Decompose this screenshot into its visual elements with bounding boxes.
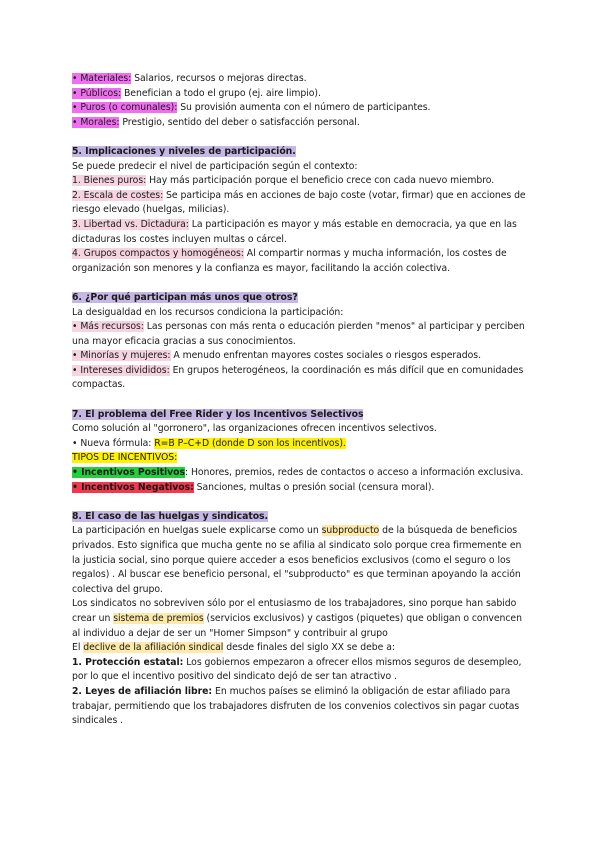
item-label: 2. Escala de costes: bbox=[72, 189, 164, 201]
paragraph bbox=[72, 641, 532, 656]
item-label: 1. Bienes puros: bbox=[72, 175, 147, 187]
item-text: Las personas con más renta o educación pierden "menos" al participar y perciben una mayor eficacia gracias a sus conocimientos. bbox=[72, 321, 525, 347]
section-heading bbox=[72, 145, 532, 160]
item-text: A menudo enfrentan mayores costes sociales o riesgos esperados. bbox=[170, 350, 481, 362]
item-label: • Intereses divididos: bbox=[72, 364, 170, 376]
paragraph-text: (servicios exclusivos) y castigos (piquetes) que obligan o convencen al individuo a dejar de ser un "Homer Simpson" y contribuir al grupo bbox=[72, 612, 522, 639]
item-text: Sanciones, multas o presión social (censura moral). bbox=[193, 481, 435, 493]
highlight: subproducto bbox=[321, 525, 380, 537]
section-heading bbox=[72, 408, 532, 423]
item-label: • Minorías y mujeres: bbox=[72, 350, 171, 362]
item-text: Se participa más en acciones de bajo coste (votar, firmar) que en acciones de riesgo elevado (huelgas, milicias). bbox=[72, 189, 526, 216]
section-intro: Como solución al "gorronero", las organizaciones ofrecen incentivos selectivos. bbox=[72, 423, 437, 435]
item-label: 1. Protección estatal: bbox=[72, 656, 184, 668]
list-item bbox=[72, 87, 532, 102]
list-item bbox=[72, 116, 532, 131]
item-text: En muchos países se eliminó la obligación de estar afiliado para trabajar, permitiendo que los trabajadores disfruten de los convenios colectivos sin pagar cuotas sindicales . bbox=[72, 685, 520, 727]
section-heading bbox=[72, 291, 532, 306]
heading-text: 6. ¿Por qué participan más unos que otros? bbox=[72, 291, 298, 303]
section-intro: La desigualdad en los recursos condiciona la participación: bbox=[72, 306, 344, 318]
list-item bbox=[72, 247, 532, 276]
item-label: 4. Grupos compactos y homogéneos: bbox=[72, 248, 244, 260]
highlight: sistema de premios bbox=[113, 612, 204, 624]
list-item bbox=[72, 364, 532, 393]
item-label: • Públicos: bbox=[72, 87, 122, 99]
paragraph bbox=[72, 524, 532, 597]
item-text: Los gobiernos empezaron a ofrecer ellos mismos seguros de desempleo, por lo que el incentivo positivo del sindicato dejó de ser tan atractivo . bbox=[72, 656, 522, 683]
paragraph-text: La participación en huelgas suele explicarse como un bbox=[72, 525, 322, 537]
heading-text: 7. El problema del Free Rider y los Incentivos Selectivos bbox=[72, 408, 364, 420]
item-text: Hay más participación porque el beneficio crece con cada nuevo miembro. bbox=[146, 175, 495, 187]
formula-prefix: • Nueva fórmula: bbox=[72, 437, 155, 449]
item-text: Al compartir normas y mucha información, los costes de organización son menores y la confianza es mayor, facilitando la acción colectiva. bbox=[72, 248, 507, 274]
item-text: En grupos heterogéneos, la coordinación es más difícil que en comunidades compactas. bbox=[72, 364, 524, 391]
paragraph-text: de la búsqueda de beneficios privados. Esto significa que mucha gente no se afilia al sindicato solo porque crea firmemente en la justicia social, sino porque quiere acceder a esos beneficios exclusivos (como el seguro o los regalos) . Al buscar ese beneficio personal, el "subproducto" es que terminan apoyando la acción colectiva del grupo. bbox=[72, 525, 522, 595]
paragraph-text: Los sindicatos no sobreviven sólo por el entusiasmo de los trabajadores, sino porque han sabido crear un bbox=[72, 598, 517, 624]
section-intro: Se puede predecir el nivel de participación según el contexto: bbox=[72, 160, 358, 172]
list-item bbox=[72, 218, 532, 247]
item-text: Benefician a todo el grupo (ej. aire limpio). bbox=[121, 87, 321, 99]
formula-text: R=B P–C+D (donde D son los incentivos). bbox=[154, 437, 346, 449]
item-label: • Materiales: bbox=[72, 73, 132, 84]
paragraph-text: desde finales del siglo XX se debe a: bbox=[223, 642, 395, 654]
list-item bbox=[72, 685, 532, 729]
list-item bbox=[72, 174, 532, 189]
list-item bbox=[72, 656, 532, 685]
item-label: 3. Libertad vs. Dictadura: bbox=[72, 218, 189, 230]
item-text: : Honores, premios, redes de contactos o acceso a información exclusiva. bbox=[184, 467, 524, 479]
item-label: • Más recursos: bbox=[72, 321, 144, 333]
negative-incentives-label: • Incentivos Negativos: bbox=[72, 481, 194, 493]
item-label: 2. Leyes de afiliación libre: bbox=[72, 685, 213, 697]
list-item bbox=[72, 481, 532, 496]
list-item bbox=[72, 72, 532, 87]
heading-text: 5. Implicaciones y niveles de participación. bbox=[72, 145, 296, 157]
item-label: • Puros (o comunales): bbox=[72, 102, 178, 114]
paragraph bbox=[72, 597, 532, 641]
document-body bbox=[72, 72, 532, 729]
types-label bbox=[72, 451, 532, 466]
heading-text: 8. El caso de las huelgas y sindicatos. bbox=[72, 510, 269, 522]
positive-incentives-label: • Incentivos Positivos bbox=[72, 467, 185, 479]
list-item bbox=[72, 320, 532, 349]
list-item bbox=[72, 349, 532, 364]
item-text: Su provisión aumenta con el número de participantes. bbox=[177, 102, 431, 114]
item-text: La participación es mayor y más estable en democracia, ya que en las dictaduras los costes incluyen multas o cárcel. bbox=[72, 218, 517, 245]
types-label-text: TIPOS DE INCENTIVOS: bbox=[72, 452, 178, 464]
list-item bbox=[72, 189, 532, 218]
list-item bbox=[72, 101, 532, 116]
section-heading bbox=[72, 510, 532, 525]
item-text: Salarios, recursos o mejoras directas. bbox=[131, 73, 307, 84]
formula-line bbox=[72, 437, 532, 452]
item-text: Prestigio, sentido del deber o satisfacción personal. bbox=[119, 116, 360, 128]
paragraph-text: El bbox=[72, 642, 84, 654]
highlight: declive de la afiliación sindical bbox=[83, 642, 224, 654]
list-item bbox=[72, 466, 532, 481]
item-label: • Morales: bbox=[72, 116, 120, 128]
